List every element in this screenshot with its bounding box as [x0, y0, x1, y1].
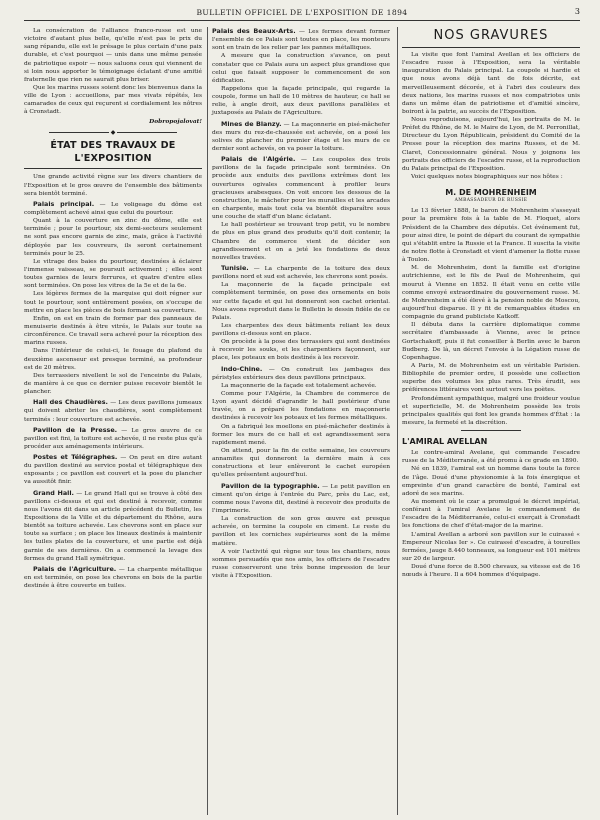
running-header [24, 6, 580, 21]
paragraph: La maçonnerie de la façade principale est complètement terminée, on pose des ornements en bois sur cette façade et qui lui donneront son cachet oriental. Nous avons reproduit dans le Bulletin le dessin fidèle de ce Palais. [212, 282, 390, 321]
paragraph: Dans l'intérieur de celui-ci, le fouage du plafond du deuxième ascenseur est presque terminé, sa profondeur est de 20 mètres. [24, 348, 202, 371]
page-number: 3 [574, 7, 580, 16]
column-3 [402, 27, 580, 579]
paragraph: On a fabriqué les moellons en pisé-mâchefer destinés à former les murs de ce hall et est agrandissement sera rapidement mené. [212, 423, 390, 446]
subhead: Pavillon de la typographie. [221, 481, 320, 490]
subhead: Palais de l'Algérie. [221, 155, 296, 164]
paragraph: L'amiral Avellan a arboré son pavillon sur le cuirassé « Empereur Nicolas Ier ». Ce cuirassé d'escadre, à tourelles fermées, jauge 8.440 tonneaux, sa longueur est 101 mètres sur 20 de largeur. [402, 531, 580, 562]
paragraph: La construction de son gros œuvre est presque achevée, on termine la coupole en ciment. Le reste du pavillon et les corniches supérieures sont de la même matière. [212, 516, 390, 547]
paragraph: La visite que font l'amiral Avellan et les officiers de l'escadre russe à l'Exposition, sera la véritable inauguration du Palais principal. La coupole si hardie et que nous avons déjà tant de fois décrite, est merveilleusement décorée, et à l'abri des couleurs des deux nations, les marins russes et nos compatriotes unis dans un même élan de patriotisme et d'amitié sincère, boiront à la patrie, au succès de l'Exposition. [402, 51, 580, 115]
section-heading: ÉTAT DES TRAVAUX DE L'EXPOSITION [24, 139, 202, 169]
paragraph: Nous reproduisons, aujourd'hui, les portraits de M. le Préfet du Rhône, de M. le Maire de Lyon, de M. Perronillat, Directeur du Lyon Républicain, président du Comité de la Presse pour la réception des marins Russes, et de M. Claret, Concessionnaire général. Nous y joignons les portraits des officiers de l'escadre russe, et la reproduction du Palais principal de l'Exposition. [402, 117, 580, 172]
column-rule [207, 27, 208, 815]
paragraph: A voir l'activité qui règne sur tous les chantiers, nous sommes persuadés que nos amis, les officiers de l'escadre russe conserveront une très bonne impression de leur visite à l'Exposition. [212, 548, 390, 580]
column-2 [212, 27, 390, 580]
paragraph: M. de Mohrenheim, dont la famille est d'origine autrichienne, est le fils de Paul de Mohrenheim, qui mourut à Vienne en 1852. Il était venu en cette ville comme envoyé extraordinaire du gouvernement russe. M. de Mohrenheim a été élevé à la pension noble de Moscou, aujourd'hui disparue. Il y fit de remarquables études en compagnie du grand publiciste Katkoff. [402, 265, 580, 321]
paragraph: Comme pour l'Algérie, la Chambre de commerce de Lyon ayant décidé d'agrandir le hall postérieur d'une travée, on a préparé les fondations en maçonnerie destinées à recevoir les poteaux et les fermes métalliques. [212, 391, 390, 422]
subsection-caption: AMBASSADEUR DE RUSSIE [454, 198, 528, 204]
subhead: Postes et Télégraphes. [33, 453, 118, 462]
paragraph: Rappelons que la façade principale, qui regarde la coupole, forme un hall de 10 mètres de hauteur, ce hall se relie, à angle droit, aux deux pavillons parallèles et juxtaposés au Palais de l'Agriculture. [212, 85, 390, 117]
subhead: Indo-Chine. [221, 364, 263, 373]
subhead: Palais des Beaux-Arts. [212, 27, 296, 35]
ornament-divider: ◆ [24, 129, 202, 137]
paragraph: Pavillon de la Presse. — Le gros œuvre de ce pavillon est fini, la toiture est achevée, il ne reste plus qu'à procéder aux aménagements intérieurs. [24, 425, 202, 450]
paragraph: Enfin, on est en train de former par des panneaux de menuiserie destinés à être vitrés, le Palais sur toute sa circonférence. Ce travail sera achevé pour la réception des marins russes. [24, 315, 202, 347]
paragraph: Les légères fermes de la marquise qui doit régner sur tout le pourtour, sont entièrement posées, on s'occupe de mettre en place les pièces de bois formant sa couverture. [24, 291, 202, 314]
subhead: Hall des Chaudières. [33, 398, 108, 407]
paragraph: Palais principal. — Le voligeage du dôme est complètement achevé ainsi que celui du pourtour. [24, 199, 202, 216]
intro-paragraph: Que les marins russes soient donc les bienvenus dans la ville de Lyon : accueillons, par mes vivats répétés, les camarades de ceux qui reçurent si cordialement les nôtres à Cronstadt. [24, 84, 202, 116]
paragraph: Au moment où le czar a promulgué le décret impérial, conférant à l'amiral Avelane le commandement de l'escadre de la Méditerranée, celui-ci exerçait à Cronstadt les fonctions de chef d'état-major de la marine. [402, 498, 580, 530]
intro-paragraph: La consécration de l'alliance franco-russe est une victoire d'autant plus belle, qu'elle n'est pas le prix du sang répandu, elle est le présage le plus certain d'une paix durable, et c'est pourquoi — unis dans une même pensée de patriotique espoir — nous saluons ceux qui viennent de si loin nous apporter le témoignage éclatant d'une amitié fraternelle que rien ne saurait plus briser. [24, 28, 202, 83]
paragraph: Doué d'une force de 8.500 chevaux, sa vitesse est de 16 nœuds à l'heure. Il a 604 hommes d'équipage. [402, 564, 580, 579]
paragraph: Profondément sympathique, malgré une froideur voulue et superficielle, M. de Mohrenheim possède les trois principales qualités qui font les grands hommes d'État : la mesure, la fermeté et la discrétion. [402, 395, 580, 426]
paragraph: Grand Hall. — Le grand Hall qui se trouve à côté des pavillons ci-dessus et qui est destiné à recevoir, comme nous l'avons dit dans un article précédent du Bulletin, les Expositions de la Ville et du département du Rhône, aura bientôt sa toiture achevée. Les chevrons sont en place sur toute sa surface ; on place les lineaux destinés à maintenir les tuiles plates de la couverture, et une partie est déjà garnie de ses dernières. On a commencé la levage des fermes du grand Hall symétrique. [24, 488, 202, 562]
subhead: Tunisie. [221, 263, 249, 272]
paragraph: Une grande activité règne sur les divers chantiers de l'Exposition et le gros œuvre de l'ensemble des bâtiments sera bientôt terminé. [24, 174, 202, 197]
paragraph: A Paris, M. de Mohrenheim est un véritable Parisien. Bibliophile de premier ordre, il possède une collection superbe des volumes les plus rares. Très érudit, ses préférences littéraires vont surtout vers les poètes. [402, 362, 580, 394]
paragraph: On attend, pour la fin de cette semaine, les couvreurs annamites qui donneront la dernière main à ces constructions et leur enlèveront le cachet européen qu'elles présentent aujourd'hui. [212, 448, 390, 479]
paragraph: Pavillon de la typographie. — Le petit pavillon en ciment qu'on érige à l'entrée du Parc, près du Lac, est, comme nous l'avons dit, destiné à recevoir des produits de l'imprimerie. [212, 481, 390, 515]
paragraph: Hall des Chaudières. — Les deux pavillons jumeaux qui doivent abriter les chaudières, sont complètement terminés : leur couverture est achevée. [24, 398, 202, 423]
paragraph: Mines de Blanzy. — La maçonnerie en pisé-mâchefer des murs du rez-de-chaussée est achevée, on a posé les solives du plancher du premier étage et les murs de ce dernier sont achevés, on va poser la toiture. [212, 119, 390, 152]
paragraph: Tunisie. — La charpente de la toiture des deux pavillons nord et sud est achevée, les chevrons sont posés. [212, 263, 390, 281]
paragraph: Il débuta dans la carrière diplomatique comme secrétaire d'ambassade à Vienne, avec le prince Gortschakoff, puis il fut conseiller à Berlin avec le baron Budberg. De là, un décret l'envoie à la Légation russe de Copenhague. [402, 322, 580, 361]
paragraph: A mesure que la construction s'avance, on peut constater que ce Palais aura un aspect plus grandiose que celui que faisait supposer le commencement de son édification. [212, 53, 390, 84]
column-rule [397, 27, 398, 815]
paragraph: Indo-Chine. — On construit les jambages des péristyles extérieurs des deux pavillons principaux. [212, 364, 390, 381]
running-title: BULLETIN OFFICIEL DE L'EXPOSITION DE 1894 [196, 8, 408, 17]
paragraph: Voici quelques notes biographiques sur nos hôtes : [411, 174, 563, 181]
paragraph: Quant à la couverture en zinc du dôme, elle est terminée ; pour le pourtour, six demi-secteurs seulement ne sont pas encore garnis de zinc, mais, grâce à l'activité déployée par les couvreurs, ils seront certainement terminés pour le 25. [24, 218, 202, 257]
subsection-heading: M. DE MOHRENHEIM [445, 188, 537, 198]
paragraph: Le hall postérieur se trouvant trop petit, vu le nombre de plus en plus grand des produits qu'il doit contenir, la Chambre de commerce vient de décider son agrandissement et on a jeté les fondations de deux nouvelles travées. [212, 222, 390, 261]
subhead: Palais de l'Agriculture. [33, 564, 117, 573]
paragraph: On procède à la pose des terrassiers qui sont destinées à recevoir les souks, et les charpentiers façonnent, sur place, les poteaux en bois destinés à les recevoir. [212, 339, 390, 362]
paragraph: Palais des Beaux-Arts. — Les fermes devant former l'ensemble de ce Palais sont toutes en place, les monteurs sont en train de les relier par les pannes métalliques. [212, 27, 390, 52]
divider [461, 430, 521, 431]
subhead: Palais principal. [33, 199, 95, 208]
paragraph: Des terrassiers nivellent le sol de l'enceinte du Palais, de manière à ce que ce dernier puisse recevoir bientôt le plancher. [24, 372, 202, 396]
subhead: Pavillon de la Presse. [33, 425, 118, 434]
paragraph: Postes et Télégraphes. — On peut en dire autant du pavillon destiné au service postal et télégraphique des exposants ; ce pavillon est couvert et la pose du plancher va aussitôt finir. [24, 453, 203, 486]
column-1 [24, 27, 202, 590]
paragraph: Né en 1839, l'amiral est un homme dans toute la force de l'âge. Doué d'une physionomie à la fois énergique et empreinte d'un grand caractère de bonté, l'amiral est adoré de ses marins. [402, 466, 580, 497]
section-heading: NOS GRAVURES [402, 27, 580, 48]
paragraph: La maçonnerie de la façade est totalement achevée. [221, 382, 377, 389]
signoff: Dobropojalovat! [149, 117, 202, 125]
paragraph: Palais de l'Algérie. — Les coupoles des trois pavillons de la façade principale sont terminées. On procède aux enduits des pavillons extrêmes dont les ouvertures ogivales commencent à profiler leurs gracieuses arabesques. On voit encore les dessous de la construction, le mâchefer pour les murailles et les arcades en charpente, mais tout cela va bientôt disparaître sous une couche de staff d'un blanc éclatant. [212, 155, 390, 221]
paragraph: Palais de l'Agriculture. — La charpente métallique en est terminée, on pose les chevrons en bois de la partie destinée à être couverte en tuiles. [24, 564, 202, 590]
subhead: Mines de Blanzy. [221, 119, 282, 128]
subsection-heading: L'AMIRAL AVELLAN [402, 437, 488, 447]
paragraph: Le vitrage des baies du pourtour, destinées à éclairer l'immense vaisseau, se poursuit activement ; elles sont toutes garnies de leurs ferrures, et quatre d'entre elles sont terminées. On pose les vitres de la 5e et de la 6e. [24, 258, 202, 290]
paragraph: Les charpentes des deux bâtiments reliant les deux pavillons ci-dessus sont en place. [212, 322, 390, 338]
paragraph: Le contre-amiral Avelane, qui commande l'escadre russe de la Méditerranée, a été promu à ce grade en 1890. [402, 450, 580, 465]
subhead: Grand Hall. [33, 488, 74, 497]
paragraph: Le 13 février 1888, le baron de Mohrenheim s'asseyait pour la première fois à la table de M. Floquet, alors Président de la Chambre des députés. Cet événement fut, pour ainsi dire, le point de départ du courant de sympathie qui s'établit entre la Russie et la France. Il suscita la visite de notre flotte à Cronstadt et vient d'amener la flotte russe à Toulon. [402, 208, 580, 264]
